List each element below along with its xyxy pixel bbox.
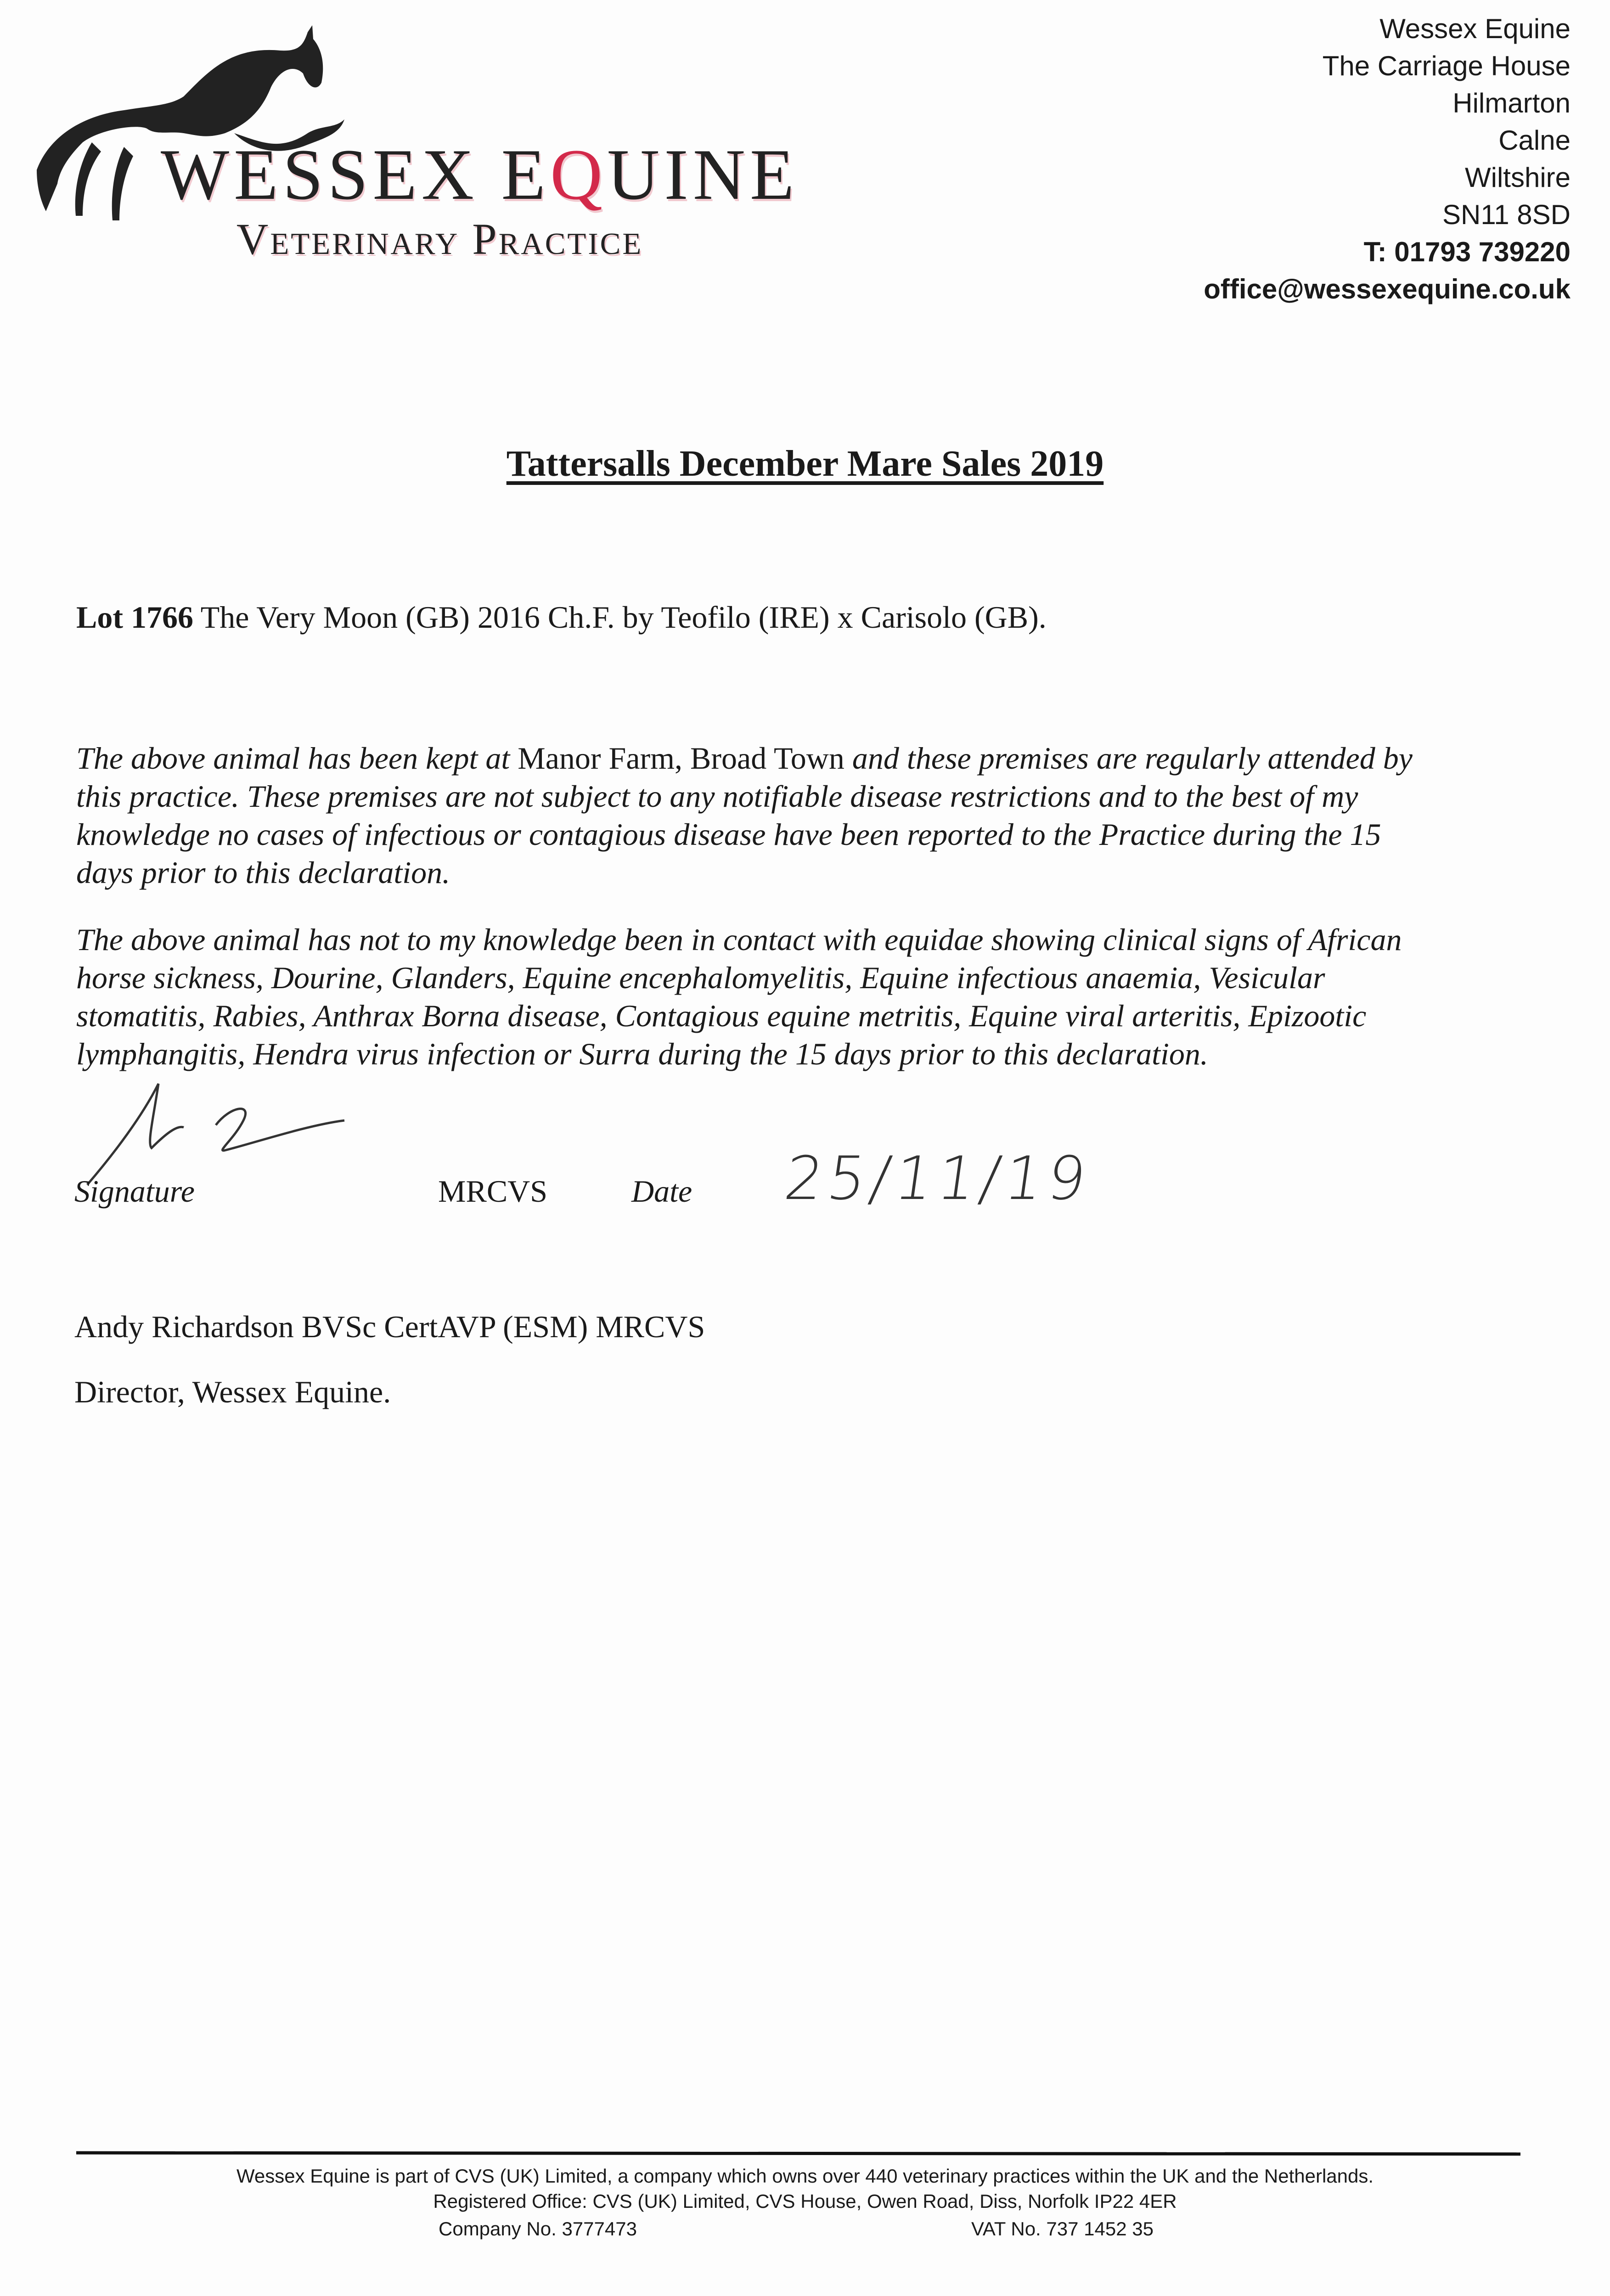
text-line: this practice. These premises are not subject to any notifiable disease restrictions and to the best of my <box>76 779 1358 814</box>
signature-label: Signature <box>74 1174 195 1209</box>
email-address: office@wessexequine.co.uk <box>1204 274 1571 304</box>
text-line: horse sickness, Dourine, Glanders, Equine encephalomyelitis, Equine infectious anaemia, Vesicular <box>76 960 1325 995</box>
lot-number: Lot 1766 <box>76 600 193 635</box>
practice-address <box>1204 10 1571 308</box>
address-line: Calne <box>1498 125 1571 156</box>
footer-company-info: Wessex Equine is part of CVS (UK) Limited, a company which owns over 440 veterinary practices within the UK and the Netherlands. <box>236 2165 1374 2187</box>
phone-number: T: 01793 739220 <box>1363 236 1571 267</box>
text: The above animal has been kept at <box>76 741 518 776</box>
signatory-role: Director, Wessex Equine. <box>74 1374 391 1409</box>
handwritten-date: 25/11/19 <box>780 1143 1095 1213</box>
mrcvs-label: MRCVS <box>438 1174 548 1209</box>
date-label: Date <box>631 1174 692 1209</box>
footer-registered-office: Registered Office: CVS (UK) Limited, CVS House, Owen Road, Diss, Norfolk IP22 4ER <box>433 2190 1177 2212</box>
text-line: stomatitis, Rabies, Anthrax Borna disease, Contagious equine metritis, Equine viral arteritis, Epizootic <box>76 998 1367 1033</box>
premises-name: Manor Farm, Broad Town <box>518 741 844 776</box>
lot-line <box>76 599 1047 636</box>
address-line: Wiltshire <box>1464 162 1571 193</box>
logo-subtitle: Veterinary Practice <box>236 214 643 264</box>
text-line: lymphangitis, Hendra virus infection or Surra during the 15 days prior to this declaration. <box>76 1036 1208 1071</box>
document-title: Tattersalls December Mare Sales 2019 <box>506 444 1104 484</box>
text-line: knowledge no cases of infectious or contagious disease have been reported to the Practice during the 15 <box>76 817 1381 852</box>
premises-declaration <box>76 739 1413 892</box>
address-line: Wessex Equine <box>1379 13 1571 44</box>
address-line: The Carriage House <box>1322 51 1571 81</box>
text-line: The above animal has not to my knowledge been in contact with equidae showing clinical signs of African <box>76 922 1402 957</box>
text: and these premises are regularly attended by <box>844 741 1413 776</box>
logo-wordmark: WESSEX EQUINE <box>161 135 799 215</box>
text-line: days prior to this declaration. <box>76 855 450 890</box>
address-line: SN11 8SD <box>1442 199 1571 230</box>
address-line: Hilmarton <box>1452 88 1571 118</box>
footer-company-number: Company No. 3777473 <box>439 2218 637 2240</box>
signatory-name: Andy Richardson BVSc CertAVP (ESM) MRCVS <box>74 1309 705 1344</box>
lot-description: The Very Moon (GB) 2016 Ch.F. by Teofilo (IRE) x Carisolo (GB). <box>193 600 1047 635</box>
footer-divider <box>76 2151 1520 2156</box>
disease-contact-declaration <box>76 921 1402 1073</box>
footer-vat-number: VAT No. 737 1452 35 <box>971 2218 1154 2240</box>
